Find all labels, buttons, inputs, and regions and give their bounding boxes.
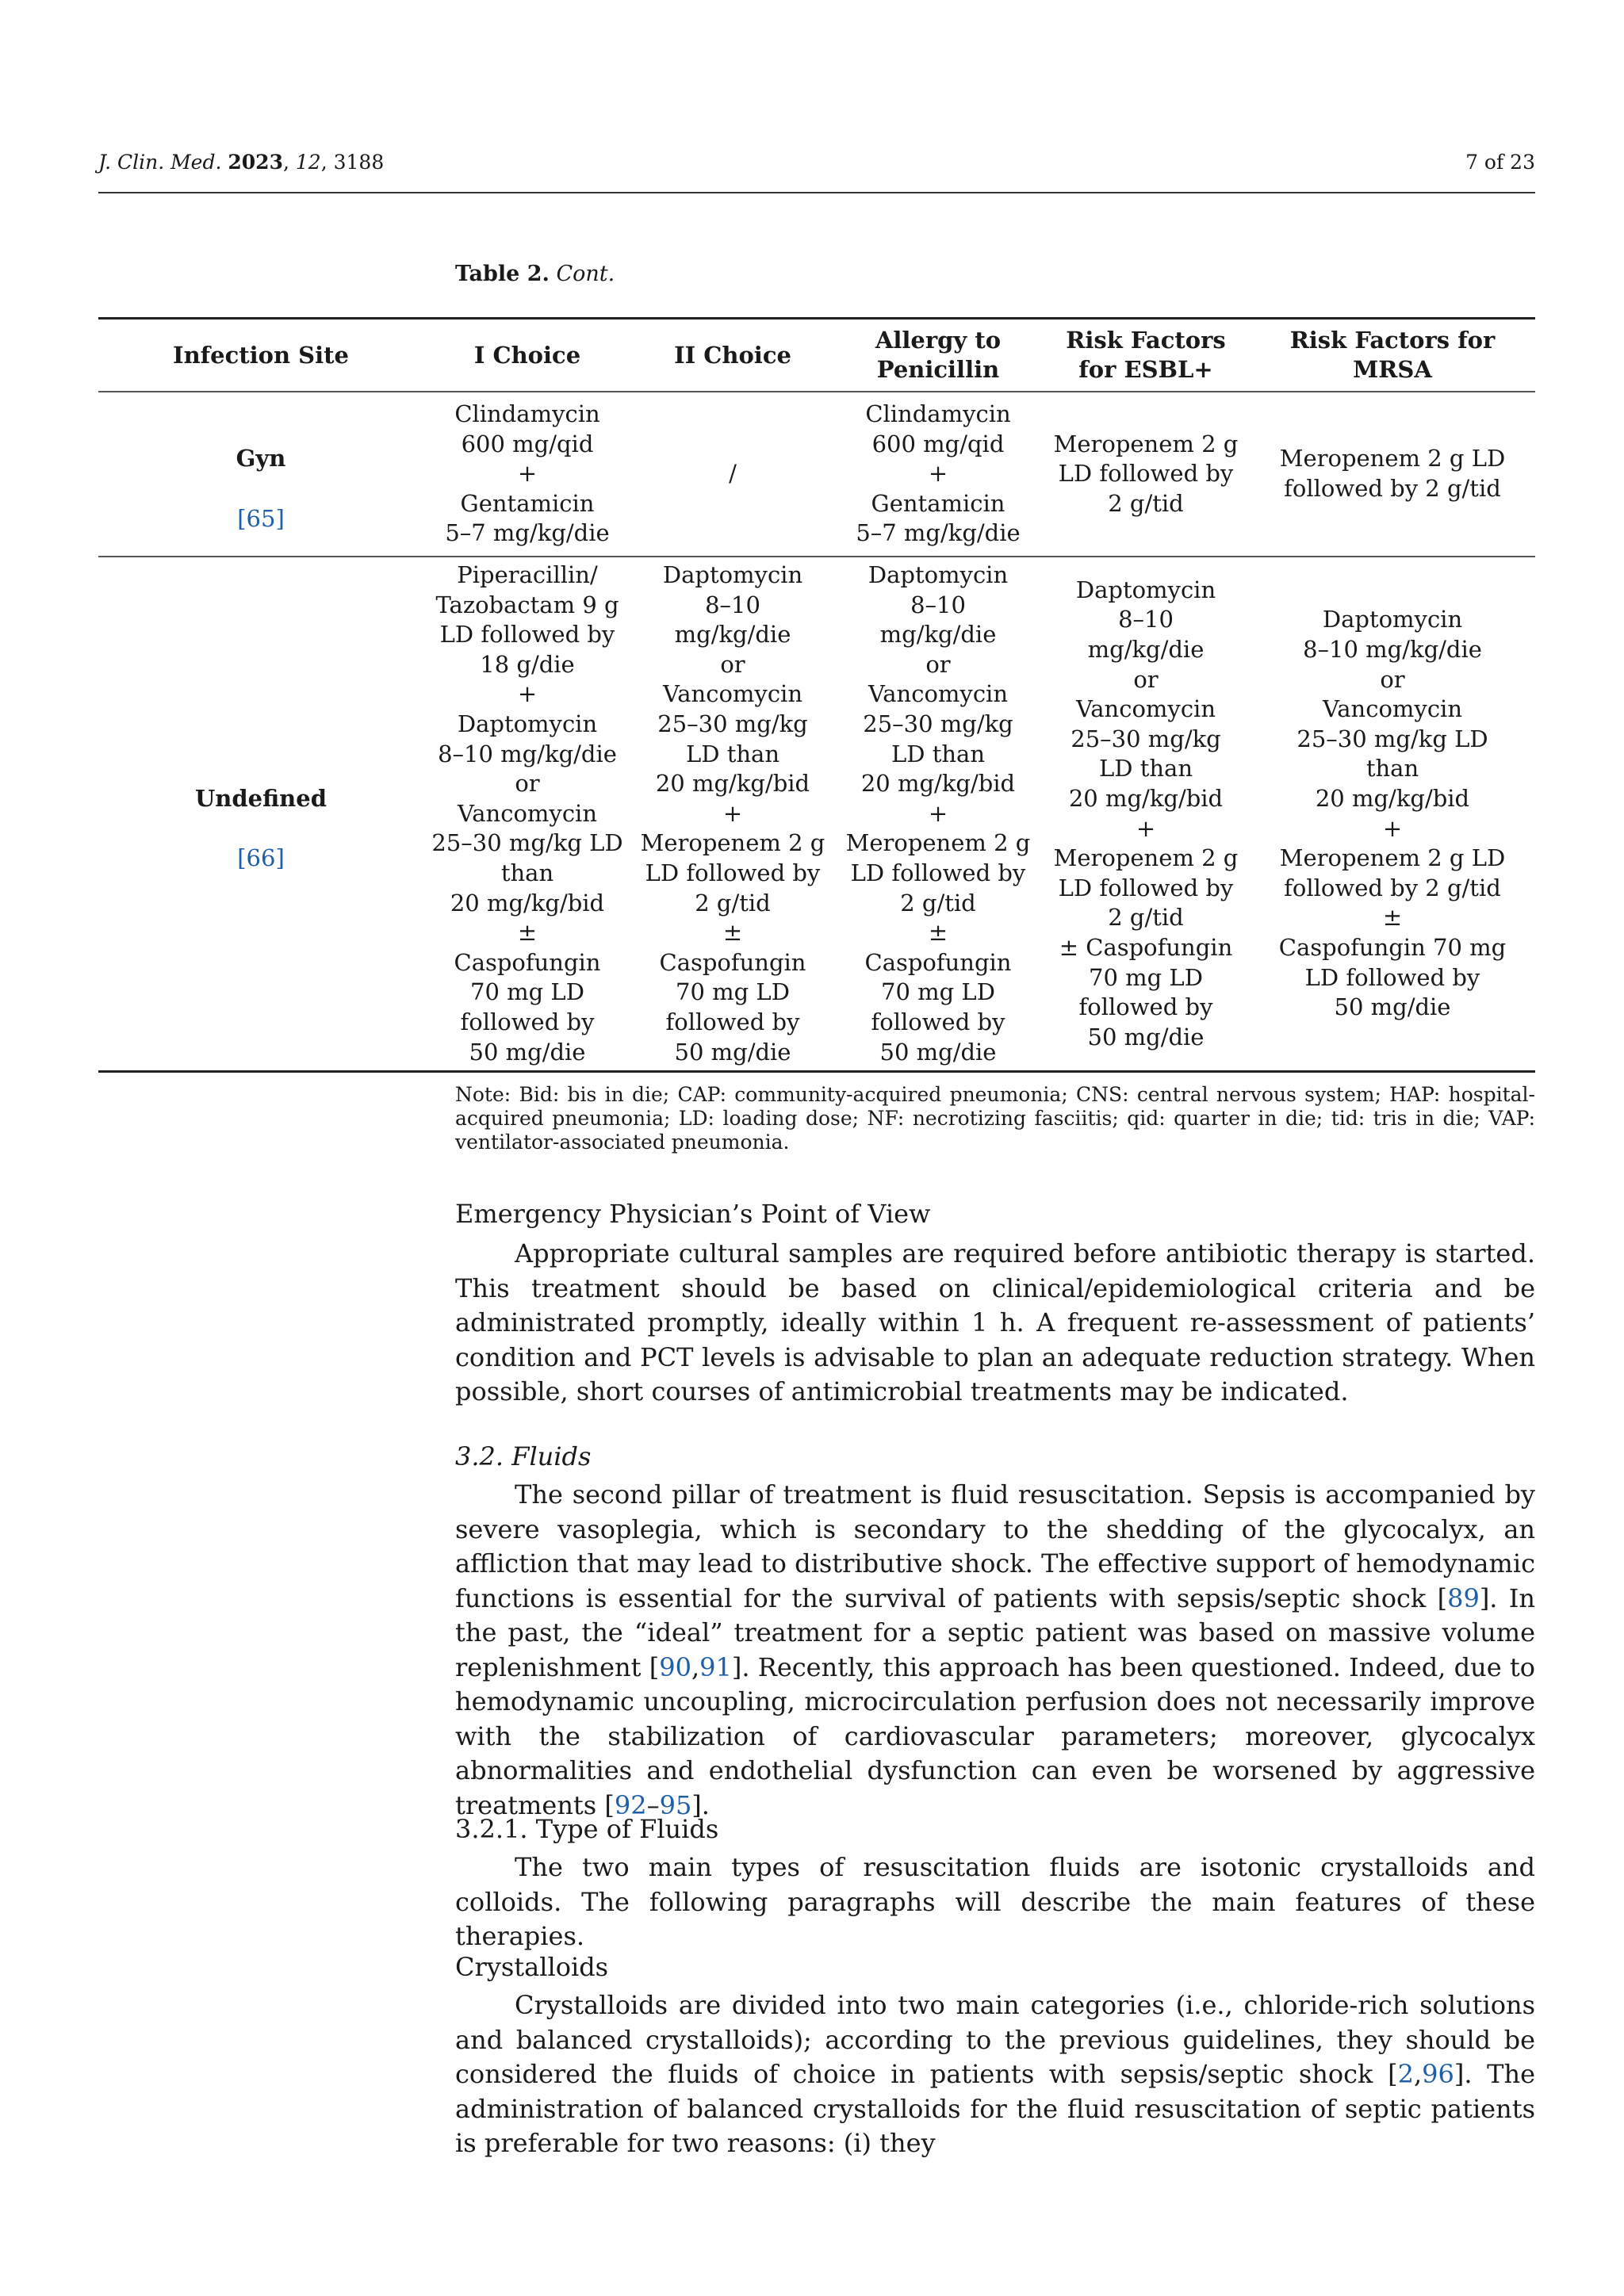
- section-heading: 3.2.1. Type of Fluids: [455, 1814, 719, 1844]
- section-heading: Crystalloids: [455, 1952, 609, 1982]
- table-row: [98, 392, 1535, 557]
- column-header: Infection Site: [173, 341, 349, 369]
- table-header-row: [98, 319, 1535, 392]
- citation-link[interactable]: 91: [699, 1651, 732, 1682]
- citation-link[interactable]: 90: [659, 1651, 691, 1682]
- page-number: 7 of 23: [1465, 151, 1535, 174]
- body-paragraph: Appropriate cultural samples are required before antibiotic therapy is started. This treatment should be based on clinical/epidemiological criteria and be administrated promptly, ideally within 1 h. A frequent re-assessment of patients’ condition and PCT levels is advisable to plan an adequate reduction strategy. When possible, short courses of antimicrobial treatments may be indicated.: [455, 1238, 1535, 1406]
- table-cell: /: [729, 460, 737, 488]
- column-header: I Choice: [473, 341, 581, 369]
- body-paragraph: Crystalloids are divided into two main categories (i.e., chloride-rich solutions and balanced crystalloids); according to the previous guidelines, they should be considered the fluids of choice in patients with sepsis/septic shock [2,96]. The administration of balanced crystalloids for the fluid resuscitation of septic patients is preferable for two reasons: (i) they: [455, 1990, 1536, 2158]
- table-cell: Daptomycin 8–10 mg/kg/die or Vancomycin 25–30 mg/kg LD than 20 mg/kg/bid + Meropenem 2 g LD followed by 2 g/tid ± Caspofungin 70 mg LD followed by 50 mg/die: [640, 561, 825, 1066]
- column-header: Allergy to Penicillin: [875, 327, 1002, 383]
- page-header: [98, 151, 1535, 193]
- table-cell: Clindamycin 600 mg/qid + Gentamicin 5–7 mg/kg/die: [445, 400, 610, 547]
- journal-citation: J. Clin. Med. 2023, 12, 3188: [98, 151, 385, 174]
- table-caption: Table 2. Cont.: [455, 262, 615, 286]
- table-cell: Daptomycin 8–10 mg/kg/die or Vancomycin 25–30 mg/kg LD than 20 mg/kg/bid + Meropenem 2 g LD followed by 2 g/tid ± Caspofungin 70 mg LD followed by 50 mg/die: [845, 561, 1031, 1066]
- reference-link[interactable]: [66]: [237, 844, 285, 872]
- body-paragraph: The two main types of resuscitation fluids are isotonic crystalloids and colloids. The following paragraphs will describe the main features of these therapies.: [455, 1852, 1535, 1951]
- section-heading: 3.2. Fluids: [455, 1441, 592, 1471]
- table-cell: Meropenem 2 g LD followed by 2 g/tid: [1053, 430, 1239, 517]
- citation-link[interactable]: 96: [1422, 2059, 1454, 2089]
- reference-link[interactable]: [65]: [237, 504, 285, 532]
- citation-link[interactable]: 89: [1447, 1582, 1480, 1613]
- infection-site-cell: Gyn [65]: [236, 445, 286, 532]
- infection-site-cell: Undefined [66]: [195, 784, 327, 872]
- table-cell: Daptomycin 8–10 mg/kg/die or Vancomycin 25–30 mg/kg LD than 20 mg/kg/bid + Meropenem 2 g LD followed by 2 g/tid ± Caspofungin 70 mg LD followed by 50 mg/die: [1278, 606, 1507, 1021]
- citation-link[interactable]: 92: [614, 1789, 647, 1820]
- column-header: II Choice: [674, 341, 791, 369]
- table-cell: Clindamycin 600 mg/qid + Gentamicin 5–7 mg/kg/die: [856, 400, 1021, 547]
- column-header: Risk Factors for ESBL+: [1066, 327, 1226, 383]
- body-paragraph: The second pillar of treatment is fluid resuscitation. Sepsis is accompanied by severe vasoplegia, which is secondary to the shedding of the glycocalyx, an affliction that may lead to distributive shock. The effective support of hemodynamic functions is essential for the survival of patients with sepsis/septic shock [89]. In the past, the “ideal” treatment for a septic patient was based on massive volume replenishment [90,91]. Recently, this approach has been questioned. Indeed, due to hemodynamic uncoupling, microcirculation perfusion does not necessarily improve with the stabilization of cardiovascular parameters; moreover, glycocalyx abnormalities and endothelial dysfunction can even be worsened by aggressive treatments [92–95].: [455, 1479, 1536, 1820]
- table-row: [98, 557, 1535, 1072]
- table-cell: Meropenem 2 g LD followed by 2 g/tid: [1279, 445, 1506, 502]
- antibiotic-table: [98, 317, 1535, 1073]
- section-heading: Emergency Physician’s Point of View: [455, 1199, 931, 1229]
- citation-link[interactable]: 95: [659, 1789, 692, 1820]
- column-header: Risk Factors for MRSA: [1289, 327, 1496, 383]
- citation-link[interactable]: 2: [1397, 2059, 1414, 2089]
- table-cell: Piperacillin/ Tazobactam 9 g LD followed by 18 g/die + Daptomycin 8–10 mg/kg/die or Vancomycin 25–30 mg/kg LD than 20 mg/kg/bid ± Caspofungin 70 mg LD followed by 50 mg/die: [431, 561, 623, 1066]
- table-cell: Daptomycin 8–10 mg/kg/die or Vancomycin 25–30 mg/kg LD than 20 mg/kg/bid + Meropenem 2 g LD followed by 2 g/tid ± Caspofungin 70 mg LD followed by 50 mg/die: [1053, 576, 1239, 1050]
- table-note: Note: Bid: bis in die; CAP: community-acquired pneumonia; CNS: central nervous system; HAP: hospital-acquired pneumonia; LD: loading dose; NF: necrotizing fasciitis; qid: quarter in die; tid: tris in die; VAP: ventilator-associated pneumonia.: [455, 1083, 1535, 1154]
